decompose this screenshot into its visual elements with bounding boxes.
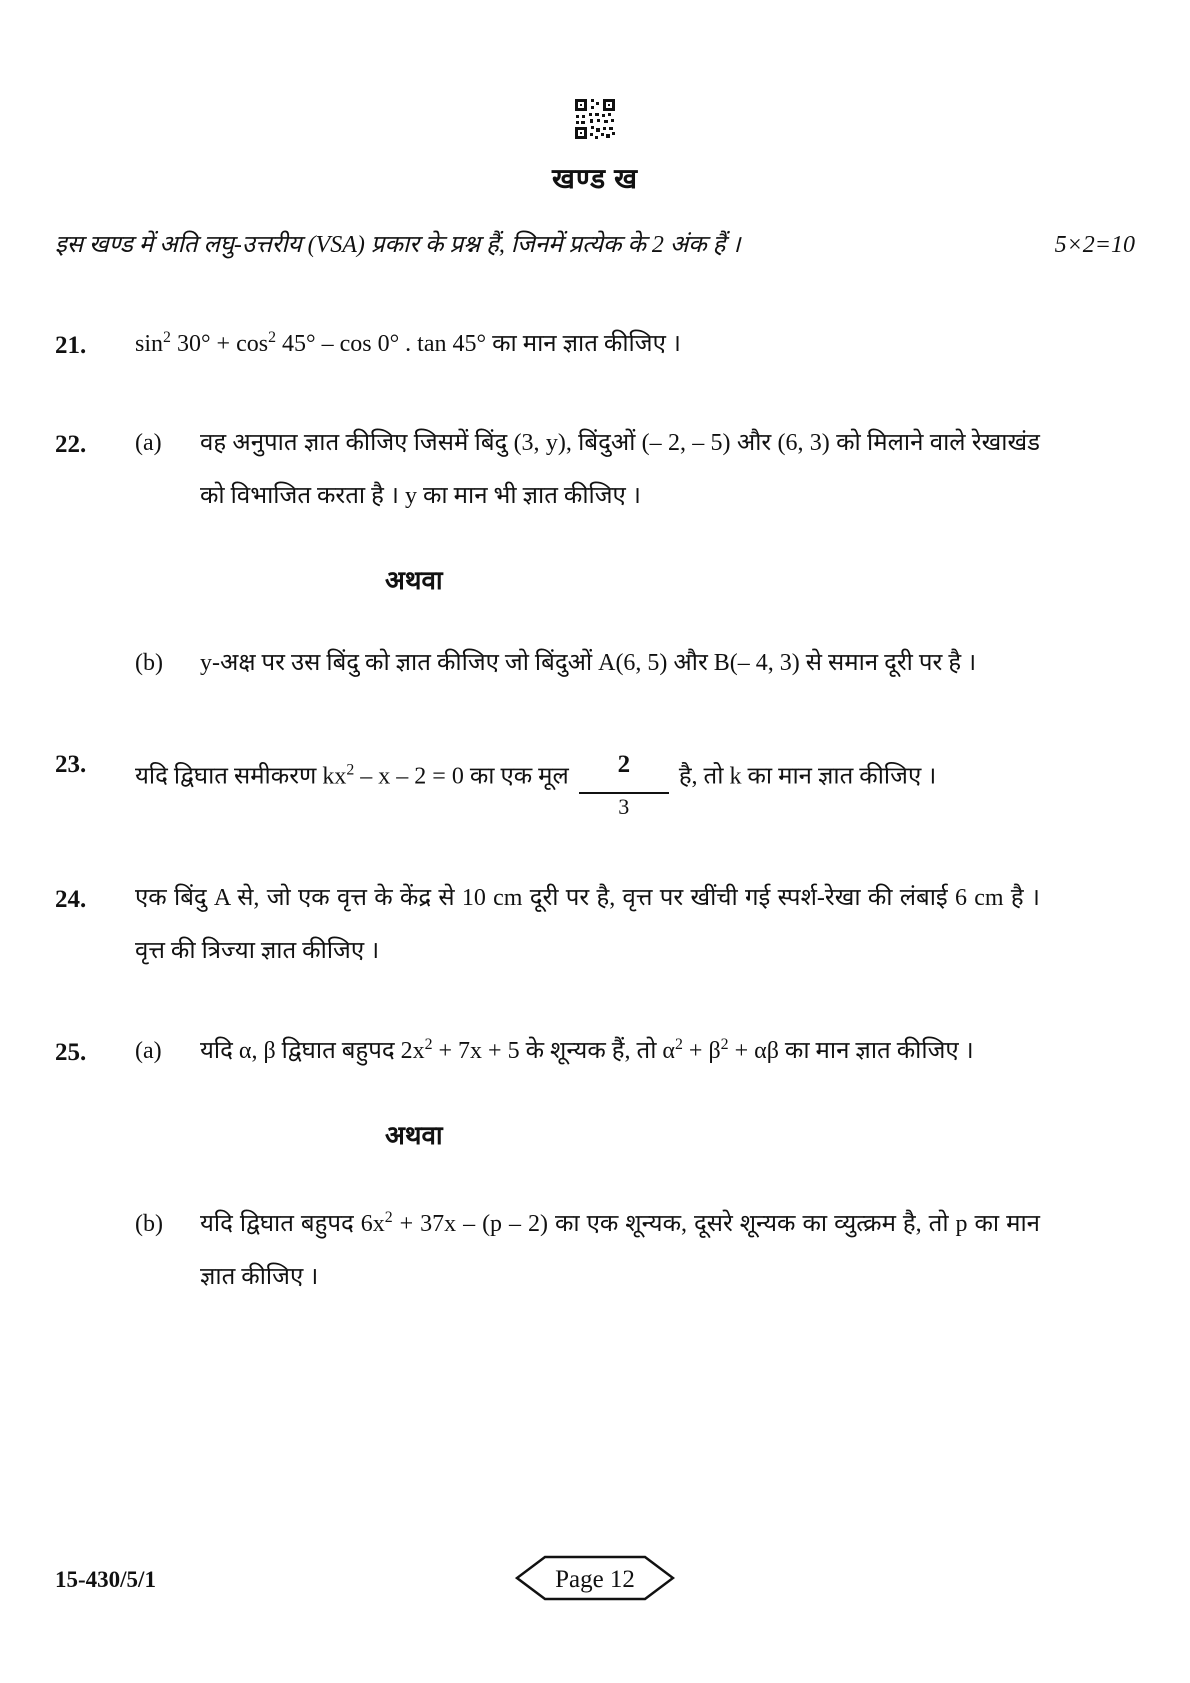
page-number-label: Page 12 (555, 1566, 635, 1593)
question-25-number: 25. (55, 1039, 87, 1067)
page-number-badge (515, 1555, 675, 1601)
qr-code-icon (574, 98, 616, 140)
or-separator-2: अथवा (385, 1121, 443, 1151)
question-25a-part-label: (a) (135, 1038, 162, 1065)
question-24-text: एक बिंदु A से, जो एक वृत्त के केंद्र से 10 cm दूरी पर है, वृत्त पर खींची गई स्पर्श-रेखा की लंबाई 6 cm है । वृत्त की त्रिज्या ज्ञात कीजिए । (135, 884, 1040, 964)
paper-code: 15-430/5/1 (55, 1567, 156, 1592)
question-22b-part-label: (b) (135, 649, 163, 676)
question-25a-text: यदि α, β द्विघात बहुपद $2x^2 + 7x + 5$ के शून्यक हैं, तो $\alpha^2 + \beta^2 + \alpha\beta$ का मान ज्ञात कीजिए । (200, 1036, 974, 1065)
question-22a-part-label: (a) (135, 430, 162, 456)
question-25b-part-label: (b) (135, 1211, 163, 1238)
question-24-number: 24. (55, 885, 87, 913)
section-instruction: इस खण्ड में अति लघु-उत्तरीय (VSA) प्रकार के प्रश्न हैं, जिनमें प्रत्येक के 2 अंक हैं । (55, 232, 741, 258)
question-21-text: $\sin^2 30^\circ + \cos^2 45^\circ - \cos 0^\circ$ . tan 45° का मान ज्ञात कीजिए । (135, 329, 681, 357)
question-21-number: 21. (55, 332, 87, 359)
question-25a (55, 1025, 1135, 1080)
question-22b-text: y-अक्ष पर उस बिंदु को ज्ञात कीजिए जो बिंदुओं A(6, 5) और B(– 4, 3) से समान दूरी पर है । (200, 649, 977, 676)
qr-code-wrap (55, 0, 1135, 145)
section-title: खण्ड ख (551, 164, 639, 195)
question-22-number: 22. (55, 431, 87, 458)
page-footer (0, 1555, 1190, 1605)
question-24 (55, 872, 1135, 978)
question-22b (55, 637, 1135, 690)
question-22a (55, 417, 1135, 523)
question-23-number: 23. (55, 751, 87, 779)
section-instruction-row (55, 227, 1135, 260)
or-separator-1: अथवा (385, 565, 443, 595)
section-marks: 5×2=10 (1054, 232, 1135, 258)
question-21 (55, 318, 1135, 373)
question-25b-text: यदि द्विघात बहुपद $6x^2 + 37x - (p - 2)$ का एक शून्यक, दूसरे शून्यक का व्युत्क्रम है, तो p का मान ज्ञात कीजिए । (200, 1209, 1040, 1291)
question-22a-text: वह अनुपात ज्ञात कीजिए जिसमें बिंदु (3, y), बिंदुओं (– 2, – 5) और (6, 3) को मिलाने वाले रेखाखंड को विभाजित करता है । y का मान भी ज्ञात कीजिए । (200, 430, 1040, 509)
question-23 (55, 737, 1135, 819)
question-23-text: यदि द्विघात समीकरण $kx^2 - x - 2 = 0$ का एक मूल $\frac{2}{3}$ है, तो k का मान ज्ञात कीजिए । (135, 751, 937, 820)
question-25b (55, 1198, 1135, 1304)
